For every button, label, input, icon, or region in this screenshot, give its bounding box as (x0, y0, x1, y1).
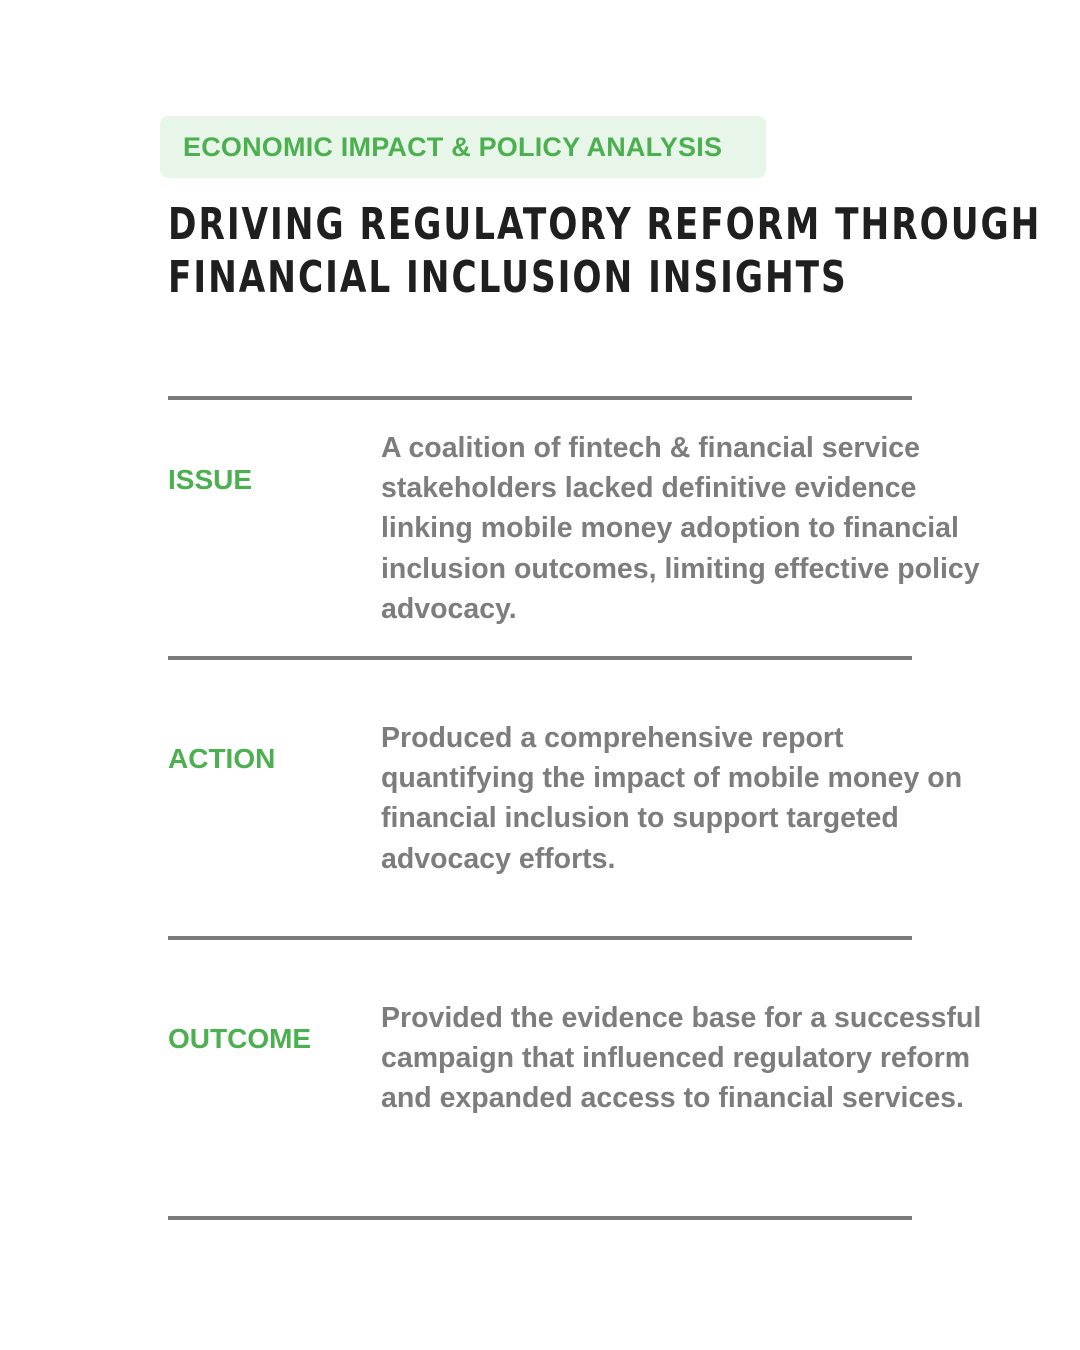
page-title (168, 198, 1042, 304)
action-label: ACTION (168, 743, 276, 774)
divider-top (168, 396, 912, 400)
action-text: Produced a comprehensive report quantifying the impact of mobile money on financial inclusion to support targeted advocacy efforts. (381, 722, 963, 875)
divider-action-outcome (168, 936, 912, 940)
issue-text: A coalition of fintech & financial service stakeholders lacked definitive evidence linking mobile money adoption to financial inclusion outcomes, limiting effective policy advocacy. (381, 432, 980, 625)
page-title-line-1: DRIVING REGULATORY REFORM THROUGH (168, 199, 1042, 250)
outcome-text: Provided the evidence base for a successful campaign that influenced regulatory reform and expanded access to financial services. (381, 1002, 982, 1115)
page-title-line-2: FINANCIAL INCLUSION INSIGHTS (168, 252, 848, 303)
issue-label: ISSUE (168, 464, 253, 495)
divider-bottom (168, 1216, 912, 1220)
divider-issue-action (168, 656, 912, 660)
category-tag: ECONOMIC IMPACT & POLICY ANALYSIS (160, 116, 766, 178)
outcome-label: OUTCOME (168, 1023, 312, 1054)
